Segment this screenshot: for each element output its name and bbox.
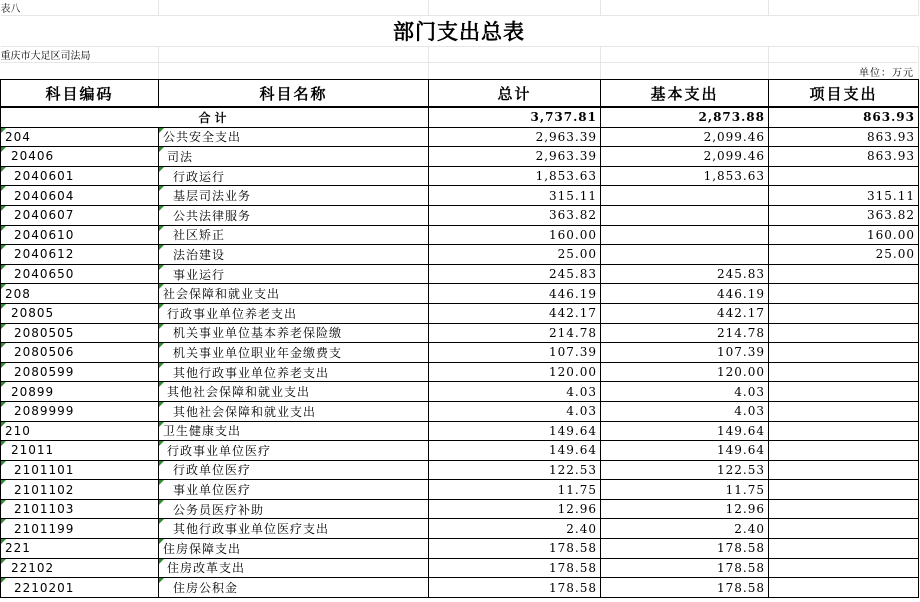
text-format-marker	[159, 226, 164, 231]
row-name[interactable]: 其他行政事业单位养老支出	[159, 362, 429, 382]
row-name[interactable]: 事业运行	[159, 264, 429, 284]
table-row	[1, 401, 919, 421]
row-name[interactable]: 法治建设	[159, 245, 429, 265]
table-row	[1, 441, 919, 461]
table-row	[1, 362, 919, 382]
text-format-marker	[1, 147, 6, 152]
row-basic[interactable]: 214.78	[601, 323, 769, 343]
sheet-note[interactable]: 表八	[1, 0, 159, 16]
row-code[interactable]: 210	[1, 421, 159, 441]
table-row	[1, 186, 919, 206]
text-format-marker	[159, 245, 164, 250]
text-format-marker	[159, 500, 164, 505]
row-code[interactable]: 21011	[1, 441, 159, 461]
row-total[interactable]: 149.64	[429, 421, 601, 441]
row-project[interactable]	[769, 401, 919, 421]
row-project[interactable]: 160.00	[769, 225, 919, 245]
text-format-marker	[1, 186, 6, 191]
text-format-marker	[1, 500, 6, 505]
row-basic[interactable]: 178.58	[601, 539, 769, 559]
table-row	[1, 499, 919, 519]
text-format-marker	[1, 343, 6, 348]
text-format-marker	[159, 402, 164, 407]
row-code[interactable]: 2101199	[1, 519, 159, 539]
text-format-marker	[1, 304, 6, 309]
row-basic[interactable]: 2,099.46	[601, 127, 769, 147]
header-code[interactable]: 科目编码	[1, 80, 159, 108]
row-project[interactable]	[769, 480, 919, 500]
row-code[interactable]: 2040604	[1, 186, 159, 206]
row-code[interactable]: 2040610	[1, 225, 159, 245]
unit-label[interactable]: 单位：万元	[769, 63, 919, 80]
text-format-marker	[159, 441, 164, 446]
row-code[interactable]: 2080599	[1, 362, 159, 382]
row-total[interactable]: 2,963.39	[429, 127, 601, 147]
row-project[interactable]	[769, 264, 919, 284]
row-basic[interactable]	[601, 186, 769, 206]
text-format-marker	[1, 461, 6, 466]
row-name[interactable]: 公务员医疗补助	[159, 499, 429, 519]
text-format-marker	[1, 382, 6, 387]
row-total[interactable]: 315.11	[429, 186, 601, 206]
row-total[interactable]: 178.58	[429, 539, 601, 559]
text-format-marker	[1, 265, 6, 270]
row-total[interactable]: 160.00	[429, 225, 601, 245]
row-total[interactable]: 122.53	[429, 460, 601, 480]
row-basic[interactable]: 149.64	[601, 441, 769, 461]
row-total[interactable]: 12.96	[429, 499, 601, 519]
text-format-marker	[159, 422, 164, 427]
row-basic[interactable]: 122.53	[601, 460, 769, 480]
row-total[interactable]: 11.75	[429, 480, 601, 500]
row-name[interactable]: 行政事业单位养老支出	[159, 303, 429, 323]
table-row	[1, 519, 919, 539]
text-format-marker	[159, 206, 164, 211]
text-format-marker	[1, 167, 6, 172]
row-project[interactable]	[769, 421, 919, 441]
row-total[interactable]: 4.03	[429, 401, 601, 421]
text-format-marker	[1, 480, 6, 485]
row-basic[interactable]	[601, 245, 769, 265]
row-total[interactable]: 2,963.39	[429, 147, 601, 167]
table-row	[1, 460, 919, 480]
text-format-marker	[1, 539, 6, 544]
row-basic[interactable]: 120.00	[601, 362, 769, 382]
text-format-marker	[159, 128, 164, 133]
total-label[interactable]: 合计	[1, 107, 429, 127]
text-format-marker	[1, 128, 6, 133]
table-row	[1, 205, 919, 225]
text-format-marker	[1, 363, 6, 368]
row-project[interactable]: 363.82	[769, 205, 919, 225]
row-basic[interactable]: 178.58	[601, 578, 769, 598]
row-total[interactable]: 4.03	[429, 382, 601, 402]
row-total[interactable]: 446.19	[429, 284, 601, 304]
row-name[interactable]: 其他社会保障和就业支出	[159, 401, 429, 421]
table-row	[1, 284, 919, 304]
text-format-marker	[1, 578, 6, 583]
row-project[interactable]	[769, 303, 919, 323]
row-total[interactable]: 1,853.63	[429, 166, 601, 186]
row-total[interactable]: 149.64	[429, 441, 601, 461]
row-code[interactable]: 204	[1, 127, 159, 147]
row-project[interactable]: 25.00	[769, 245, 919, 265]
row-code[interactable]: 20406	[1, 147, 159, 167]
row-name[interactable]: 司法	[159, 147, 429, 167]
header-row	[1, 80, 919, 108]
table-row	[1, 303, 919, 323]
row-project[interactable]	[769, 284, 919, 304]
row-name[interactable]: 社区矫正	[159, 225, 429, 245]
row-code[interactable]: 2210201	[1, 578, 159, 598]
row-name[interactable]: 社会保障和就业支出	[159, 284, 429, 304]
row-name[interactable]: 事业单位医疗	[159, 480, 429, 500]
text-format-marker	[159, 578, 164, 583]
row-name[interactable]: 住房公积金	[159, 578, 429, 598]
row-project[interactable]	[769, 166, 919, 186]
row-basic[interactable]: 442.17	[601, 303, 769, 323]
table-row	[1, 421, 919, 441]
row-name[interactable]: 卫生健康支出	[159, 421, 429, 441]
row-project[interactable]: 863.93	[769, 147, 919, 167]
row-basic[interactable]: 245.83	[601, 264, 769, 284]
text-format-marker	[159, 324, 164, 329]
row-name[interactable]: 行政运行	[159, 166, 429, 186]
table-row	[1, 323, 919, 343]
row-basic[interactable]: 4.03	[601, 401, 769, 421]
row-code[interactable]: 2101102	[1, 480, 159, 500]
row-basic[interactable]: 149.64	[601, 421, 769, 441]
text-format-marker	[1, 226, 6, 231]
row-basic[interactable]: 2.40	[601, 519, 769, 539]
table-row	[1, 578, 919, 598]
table-row	[1, 225, 919, 245]
row-total[interactable]: 363.82	[429, 205, 601, 225]
row-project[interactable]	[769, 460, 919, 480]
text-format-marker	[159, 147, 164, 152]
text-format-marker	[1, 284, 6, 289]
row-project[interactable]	[769, 519, 919, 539]
header-name[interactable]: 科目名称	[159, 80, 429, 108]
org-name[interactable]: 重庆市大足区司法局	[1, 47, 159, 63]
text-format-marker	[159, 539, 164, 544]
row-total[interactable]: 178.58	[429, 558, 601, 578]
row-basic[interactable]: 11.75	[601, 480, 769, 500]
table-row	[1, 558, 919, 578]
row-name[interactable]: 行政单位医疗	[159, 460, 429, 480]
row-name[interactable]: 其他行政事业单位医疗支出	[159, 519, 429, 539]
table-row	[1, 245, 919, 265]
row-code[interactable]: 22102	[1, 558, 159, 578]
row-basic[interactable]	[601, 225, 769, 245]
row-code[interactable]: 20805	[1, 303, 159, 323]
row-name[interactable]: 行政事业单位医疗	[159, 441, 429, 461]
row-project[interactable]: 315.11	[769, 186, 919, 206]
table-row	[1, 166, 919, 186]
text-format-marker	[1, 441, 6, 446]
table-row	[1, 539, 919, 559]
row-basic[interactable]: 12.96	[601, 499, 769, 519]
text-format-marker	[159, 382, 164, 387]
row-code[interactable]: 2089999	[1, 401, 159, 421]
row-name[interactable]: 住房改革支出	[159, 558, 429, 578]
text-format-marker	[1, 206, 6, 211]
total-row	[1, 107, 919, 127]
row-code[interactable]: 208	[1, 284, 159, 304]
text-format-marker	[159, 343, 164, 348]
row-total[interactable]: 214.78	[429, 323, 601, 343]
text-format-marker	[159, 265, 164, 270]
table-title: 部门支出总表	[393, 19, 525, 44]
row-total[interactable]: 442.17	[429, 303, 601, 323]
row-basic[interactable]	[601, 205, 769, 225]
row-project[interactable]	[769, 362, 919, 382]
row-name[interactable]: 机关事业单位职业年金缴费支	[159, 343, 429, 363]
total-project[interactable]: 863.93	[769, 107, 919, 127]
header-basic[interactable]: 基本支出	[601, 80, 769, 108]
table-row	[1, 127, 919, 147]
row-code[interactable]: 2101103	[1, 499, 159, 519]
row-project[interactable]: 863.93	[769, 127, 919, 147]
table-row	[1, 147, 919, 167]
text-format-marker	[159, 461, 164, 466]
row-project[interactable]	[769, 382, 919, 402]
header-total[interactable]: 总计	[429, 80, 601, 108]
row-code[interactable]: 2040607	[1, 205, 159, 225]
row-name[interactable]: 基层司法业务	[159, 186, 429, 206]
text-format-marker	[1, 245, 6, 250]
row-total[interactable]: 120.00	[429, 362, 601, 382]
row-basic[interactable]: 178.58	[601, 558, 769, 578]
row-project[interactable]	[769, 558, 919, 578]
text-format-marker	[1, 422, 6, 427]
row-code[interactable]: 2080505	[1, 323, 159, 343]
row-name[interactable]: 其他社会保障和就业支出	[159, 382, 429, 402]
row-code[interactable]: 2040612	[1, 245, 159, 265]
row-code[interactable]: 2080506	[1, 343, 159, 363]
row-code[interactable]: 221	[1, 539, 159, 559]
row-project[interactable]	[769, 323, 919, 343]
table-row	[1, 382, 919, 402]
row-total[interactable]: 107.39	[429, 343, 601, 363]
row-project[interactable]	[769, 441, 919, 461]
row-total[interactable]: 25.00	[429, 245, 601, 265]
text-format-marker	[159, 304, 164, 309]
row-basic[interactable]: 446.19	[601, 284, 769, 304]
row-total[interactable]: 2.40	[429, 519, 601, 539]
row-code[interactable]: 2040601	[1, 166, 159, 186]
row-basic[interactable]: 2,099.46	[601, 147, 769, 167]
row-basic[interactable]: 4.03	[601, 382, 769, 402]
text-format-marker	[1, 519, 6, 524]
row-project[interactable]	[769, 578, 919, 598]
table-row	[1, 264, 919, 284]
text-format-marker	[159, 284, 164, 289]
total-basic[interactable]: 2,873.88	[601, 107, 769, 127]
text-format-marker	[159, 559, 164, 564]
row-basic[interactable]: 107.39	[601, 343, 769, 363]
row-code[interactable]: 2040650	[1, 264, 159, 284]
row-name[interactable]: 住房保障支出	[159, 539, 429, 559]
row-project[interactable]	[769, 499, 919, 519]
row-name[interactable]: 机关事业单位基本养老保险缴	[159, 323, 429, 343]
row-project[interactable]	[769, 343, 919, 363]
table-row	[1, 343, 919, 363]
row-code[interactable]: 20899	[1, 382, 159, 402]
row-project[interactable]	[769, 539, 919, 559]
text-format-marker	[159, 363, 164, 368]
row-total[interactable]: 245.83	[429, 264, 601, 284]
text-format-marker	[1, 324, 6, 329]
header-project[interactable]: 项目支出	[769, 80, 919, 108]
text-format-marker	[1, 559, 6, 564]
table-row	[1, 480, 919, 500]
text-format-marker	[159, 167, 164, 172]
row-basic[interactable]: 1,853.63	[601, 166, 769, 186]
row-name[interactable]: 公共安全支出	[159, 127, 429, 147]
text-format-marker	[159, 519, 164, 524]
row-total[interactable]: 178.58	[429, 578, 601, 598]
text-format-marker	[159, 186, 164, 191]
row-code[interactable]: 2101101	[1, 460, 159, 480]
row-name[interactable]: 公共法律服务	[159, 205, 429, 225]
total-total[interactable]: 3,737.81	[429, 107, 601, 127]
text-format-marker	[1, 402, 6, 407]
text-format-marker	[159, 480, 164, 485]
